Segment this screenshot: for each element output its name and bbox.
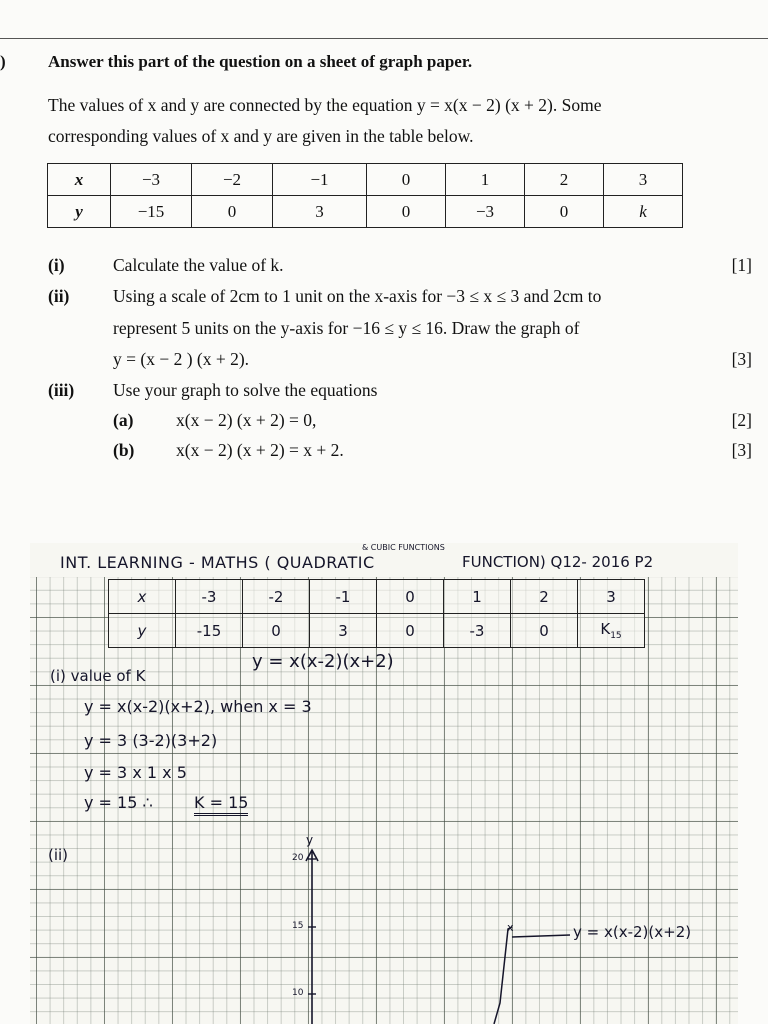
worksheet-header-y: y xyxy=(109,614,176,648)
graph-paper-worksheet xyxy=(30,543,738,1024)
intro-line-2: corresponding values of x and y are given in the table below. xyxy=(48,126,474,146)
worksheet-header-x: x xyxy=(109,580,176,614)
part-iii-b-marks: [3] xyxy=(731,440,752,460)
part-iii-text: Use your graph to solve the equations xyxy=(113,380,378,400)
question-number: ) xyxy=(0,52,6,71)
worksheet-cell: -2 xyxy=(243,580,310,614)
question-heading: Answer this part of the question on a sheet of graph paper. xyxy=(48,52,473,71)
table-cell: −3 xyxy=(446,196,525,228)
part-iii-a-marks: [2] xyxy=(731,410,752,430)
table-cell: 0 xyxy=(192,196,273,228)
tick-label-20: 20 xyxy=(292,853,304,863)
work-answer: K = 15 xyxy=(194,793,248,816)
part-iii-a-text: x(x − 2) (x + 2) = 0, xyxy=(176,410,317,430)
top-rule xyxy=(0,38,768,39)
worksheet-title-function: FUNCTION) Q12- 2016 P2 xyxy=(462,553,654,571)
part-iii-a-label: (a) xyxy=(113,410,134,430)
worksheet-cell: 0 xyxy=(377,614,444,648)
worksheet-cell: 3 xyxy=(310,614,377,648)
part-ii-line-2: represent 5 units on the y-axis for −16 ≤ y ≤ 16. Draw the graph of xyxy=(113,318,580,338)
worksheet-k-note: 15 xyxy=(610,631,622,641)
graph-axes xyxy=(30,543,738,1024)
table-cell: 0 xyxy=(367,196,446,228)
table-cell: 0 xyxy=(367,164,446,196)
table-row-y xyxy=(48,196,683,228)
part-iii-b-text: x(x − 2) (x + 2) = x + 2. xyxy=(176,440,344,460)
curve-label: y = x(x-2)(x+2) xyxy=(573,923,692,941)
worksheet-cell: -15 xyxy=(176,614,243,648)
table-cell: 0 xyxy=(525,196,604,228)
work-line-4: y = 15 ∴ xyxy=(84,793,153,812)
table-cell: k xyxy=(604,196,683,228)
part-i-text: Calculate the value of k. xyxy=(113,255,284,275)
worksheet-cell: 0 xyxy=(377,580,444,614)
table-cell: 1 xyxy=(446,164,525,196)
part-iii-b-label: (b) xyxy=(113,440,135,460)
cubic-curve xyxy=(494,927,512,1024)
part-ii-label: (ii) xyxy=(48,286,70,306)
plotted-point-mark: x xyxy=(507,921,514,934)
worksheet-equation: y = x(x-2)(x+2) xyxy=(252,651,394,672)
values-table xyxy=(47,163,683,228)
curve-label-leader xyxy=(512,935,570,937)
worksheet-title: INT. LEARNING - MATHS ( QUADRATIC xyxy=(60,553,375,572)
worksheet-cell: 0 xyxy=(243,614,310,648)
worksheet-part-ii-label: (ii) xyxy=(48,846,69,864)
table-cell: 3 xyxy=(273,196,367,228)
worksheet-cell: 3 xyxy=(578,580,645,614)
worksheet-title-note: & CUBIC FUNCTIONS xyxy=(362,543,445,552)
table-cell: 2 xyxy=(525,164,604,196)
part-i-label: (i) xyxy=(48,255,65,275)
worksheet-cell: -3 xyxy=(444,614,511,648)
table-cell: −3 xyxy=(111,164,192,196)
table-header-y: y xyxy=(48,196,111,228)
part-iii-label: (iii) xyxy=(48,380,75,400)
worksheet-cell: 1 xyxy=(444,580,511,614)
y-axis-label: y xyxy=(306,833,314,847)
part-i-marks: [1] xyxy=(731,255,752,275)
tick-label-10: 10 xyxy=(292,988,304,998)
table-header-x: x xyxy=(48,164,111,196)
part-ii-line-1: Using a scale of 2cm to 1 unit on the x-axis for −3 ≤ x ≤ 3 and 2cm to xyxy=(113,286,602,306)
work-line-3: y = 3 x 1 x 5 xyxy=(84,763,187,782)
work-label: (i) value of K xyxy=(50,667,146,685)
table-cell: −2 xyxy=(192,164,273,196)
worksheet-cell: -3 xyxy=(176,580,243,614)
intro-line-1: The values of x and y are connected by the equation y = x(x − 2) (x + 2). Some xyxy=(48,95,602,115)
table-cell: −15 xyxy=(111,196,192,228)
worksheet-cell: -1 xyxy=(310,580,377,614)
worksheet-k-value: K xyxy=(600,620,611,638)
part-ii-marks: [3] xyxy=(731,349,752,369)
worksheet-cell: 2 xyxy=(511,580,578,614)
table-cell: 3 xyxy=(604,164,683,196)
work-line-2: y = 3 (3-2)(3+2) xyxy=(84,731,218,750)
question-intro xyxy=(48,90,760,152)
table-cell: −1 xyxy=(273,164,367,196)
part-ii-line-3: y = (x − 2 ) (x + 2). xyxy=(113,349,250,369)
table-row-x xyxy=(48,164,683,196)
tick-label-15: 15 xyxy=(292,921,304,931)
work-line-1: y = x(x-2)(x+2), when x = 3 xyxy=(84,697,312,716)
worksheet-cell: 0 xyxy=(511,614,578,648)
